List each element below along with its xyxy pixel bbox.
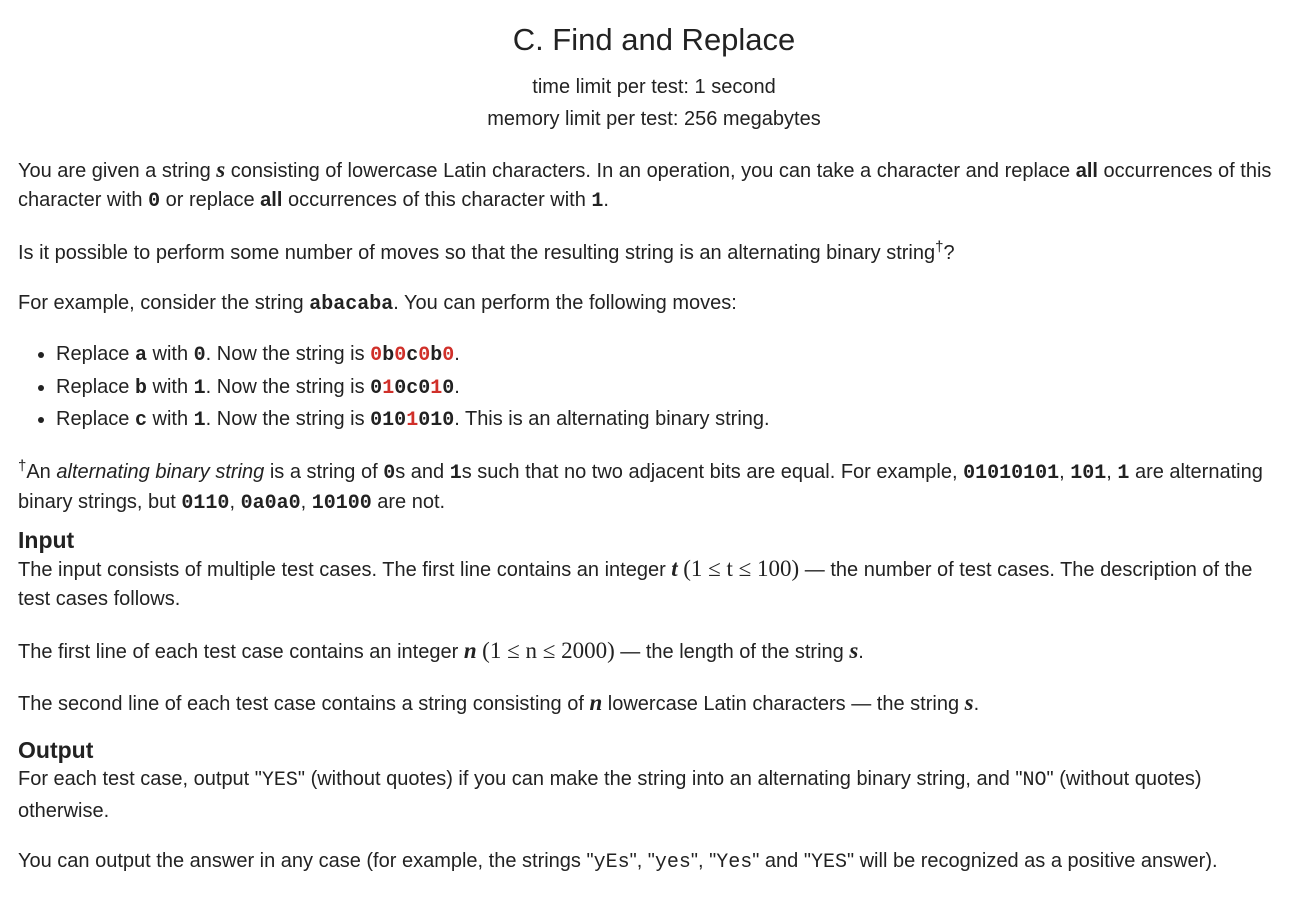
char: c <box>406 376 419 400</box>
text: The second line of each test case contains a string consisting of <box>18 692 590 715</box>
text: . <box>454 343 460 365</box>
math-constraint: (1 ≤ n ≤ 2000) <box>482 637 615 663</box>
math-constraint: (1 ≤ t ≤ 100) <box>683 555 800 581</box>
text: , <box>1059 460 1071 483</box>
highlight-char: 1 <box>406 409 419 432</box>
text: , <box>1106 460 1118 483</box>
time-limit: time limit per test: 1 second <box>532 76 776 98</box>
output-heading: Output <box>18 736 94 763</box>
term-italic: alternating binary string <box>56 460 265 483</box>
code-char: c <box>134 409 147 432</box>
text: . <box>973 692 980 715</box>
input-section <box>18 526 1290 719</box>
highlight-char: 0 <box>370 344 383 367</box>
input-heading: Input <box>18 526 75 553</box>
char: 0 <box>370 376 383 400</box>
text: Replace <box>56 375 135 398</box>
char: b <box>430 344 443 367</box>
dagger-mark: † <box>18 456 27 474</box>
text: with <box>146 375 194 398</box>
char: 0 <box>394 376 407 400</box>
dagger-mark: † <box>935 238 944 256</box>
char: 0 <box>442 376 455 400</box>
char: 0 <box>418 376 431 400</box>
text: " and " <box>752 849 811 872</box>
bold-all: all <box>260 189 283 211</box>
text: " will be recognized as a positive answer). <box>846 849 1218 872</box>
code-example: 10100 <box>311 491 372 515</box>
code-zero: 0 <box>383 461 396 485</box>
math-var-n: n <box>463 637 477 663</box>
code-value: 0 <box>193 344 206 367</box>
code-one: 1 <box>449 461 462 485</box>
text: Is it possible to perform some number of moves so that the resulting string is an alternating binary string <box>18 242 936 264</box>
text: consisting of lowercase Latin characters. In an operation, you can take a character and replace <box>225 160 1076 182</box>
code-result-string <box>370 344 454 367</box>
text: . <box>603 189 609 211</box>
text: . Now the string is <box>205 343 371 365</box>
text: Replace <box>56 343 135 365</box>
text: are alternating binary strings, but <box>18 460 1263 513</box>
code-char: b <box>134 376 147 400</box>
output-section <box>18 736 1290 877</box>
code-variant: YES <box>810 850 847 874</box>
char: b <box>382 344 395 367</box>
statement-paragraph-2 <box>18 239 1290 268</box>
text: ? <box>943 242 955 264</box>
problem-statement <box>18 155 1290 518</box>
text: is a string of <box>264 460 384 483</box>
text: with <box>146 343 194 365</box>
char: c <box>406 344 419 367</box>
input-paragraph-1 <box>18 554 1290 614</box>
code-one: 1 <box>591 190 604 213</box>
code-value: 1 <box>193 376 206 400</box>
text: , <box>300 490 312 513</box>
math-var-s: s <box>216 157 226 182</box>
code-result-string <box>370 409 454 432</box>
text: " (without quotes) if you can make the string into an alternating binary string, and " <box>297 767 1023 790</box>
text: The first line of each test case contains an integer <box>18 640 464 663</box>
list-item <box>56 372 1290 405</box>
text: The input consists of multiple test cases. The first line contains an integer <box>18 558 672 581</box>
text: . <box>858 640 864 663</box>
text: . Now the string is <box>205 375 371 398</box>
output-paragraph-2 <box>18 847 1290 877</box>
statement-paragraph-1 <box>18 155 1290 216</box>
statement-paragraph-3 <box>18 289 1290 319</box>
text: ", " <box>629 849 655 872</box>
text: For example, consider the string <box>18 292 310 314</box>
code-result-string <box>370 377 454 400</box>
text: Replace <box>56 408 135 430</box>
text: ", " <box>690 849 717 872</box>
text: An <box>26 460 57 483</box>
text: You can output the answer in any case (for example, the strings " <box>18 849 594 872</box>
text: . Now the string is <box>205 408 371 430</box>
text: — the length of the string <box>614 640 850 663</box>
code-example: 101 <box>1070 461 1107 485</box>
input-paragraph-3 <box>18 688 1290 719</box>
highlight-char: 0 <box>418 344 431 367</box>
math-var-n: n <box>589 689 603 715</box>
text: " (without quotes) otherwise. <box>18 767 1202 822</box>
text: You are given a string <box>18 160 217 182</box>
code-example: 01010101 <box>963 461 1060 485</box>
list-item <box>56 404 1290 437</box>
code-variant: yEs <box>593 850 630 874</box>
code-zero: 0 <box>148 190 161 213</box>
text: occurrences of this character with <box>282 189 592 211</box>
code-example: 1 <box>1117 461 1130 485</box>
char: 010 <box>370 409 407 432</box>
code-yes: YES <box>261 768 298 792</box>
highlight-char: 1 <box>382 376 395 400</box>
memory-limit: memory limit per test: 256 megabytes <box>487 108 821 130</box>
list-item <box>56 339 1290 372</box>
code-example: 0a0a0 <box>240 491 301 515</box>
problem-page <box>0 22 1308 877</box>
math-var-s: s <box>849 637 859 663</box>
code-no: NO <box>1022 768 1047 792</box>
math-var-s: s <box>964 689 974 715</box>
text: are not. <box>371 490 446 513</box>
code-variant: yes <box>654 850 691 874</box>
text: or replace <box>160 189 261 211</box>
code-value: 1 <box>193 409 206 432</box>
text: occurrences of this character with <box>18 160 1272 211</box>
char: 010 <box>418 409 455 432</box>
code-example: 0110 <box>181 491 230 515</box>
bold-all: all <box>1075 160 1098 182</box>
highlight-char: 0 <box>394 344 407 367</box>
text: s and <box>395 460 450 483</box>
text: with <box>146 408 194 430</box>
text: — the number of test cases. The description of the test cases follows. <box>18 558 1253 610</box>
input-paragraph-2 <box>18 636 1290 667</box>
output-paragraph-1 <box>18 764 1290 827</box>
text: For each test case, output " <box>18 767 262 790</box>
code-word: abacaba <box>309 293 394 316</box>
problem-header <box>18 22 1290 135</box>
text: s such that no two adjacent bits are equal. For example, <box>461 460 964 483</box>
math-var-t: t <box>671 555 678 581</box>
code-char: a <box>134 344 147 367</box>
moves-list <box>18 339 1290 437</box>
footnote <box>18 458 1290 518</box>
text: , <box>229 490 241 513</box>
highlight-char: 0 <box>442 344 455 367</box>
text: . You can perform the following moves: <box>393 292 737 314</box>
problem-title: C. Find and Replace <box>512 22 796 57</box>
text: lowercase Latin characters — the string <box>602 692 965 715</box>
code-variant: Yes <box>716 850 753 874</box>
text: . This is an alternating binary string. <box>454 408 770 430</box>
text: . <box>454 375 460 398</box>
highlight-char: 1 <box>430 376 443 400</box>
